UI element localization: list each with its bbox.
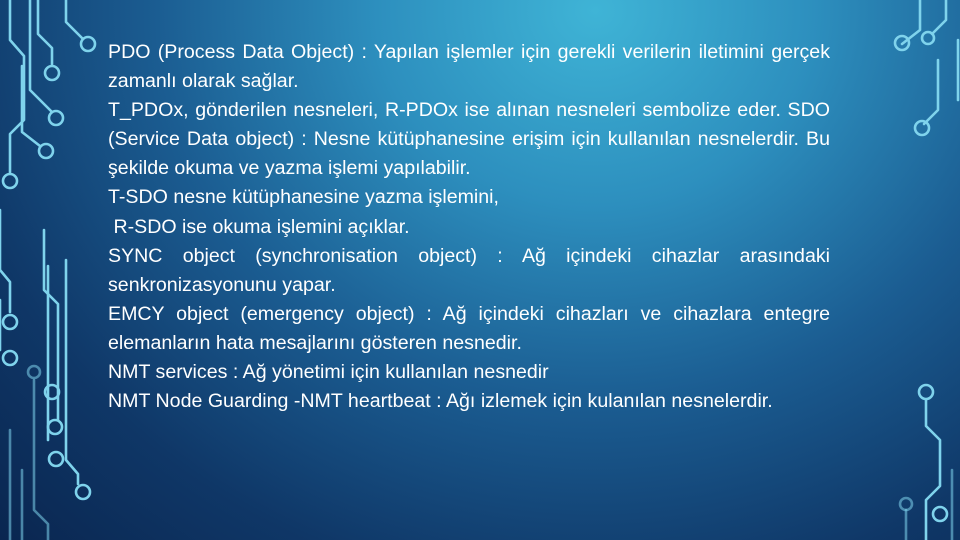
right-circuit-icon — [895, 0, 958, 540]
paragraph-nmt-services: NMT services : Ağ yönetimi için kullanılan nesnedir — [108, 361, 549, 384]
paragraph-nmt-guarding: NMT Node Guarding -NMT heartbeat : Ağı izlemek için kulanılan nesnelerdir. — [108, 390, 773, 413]
paragraph-emcy: EMCY object (emergency object) : Ağ içindeki cihazları ve cihazlara entegre elemanların hata mesajlarını gösteren nesnedir. — [108, 302, 830, 354]
paragraph-pdox-sdo: T_PDOx, gönderilen nesneleri, R-PDOx ise alınan nesneleri sembolize eder. SDO (Service Data object) : Nesne kütüphanesine erişim için kullanılan nesnelerdir. Bu şekilde okuma ve yazma işlemi yapılabilir. — [108, 99, 830, 180]
paragraph-r-sdo: R-SDO ise okuma işlemini açıklar. — [108, 215, 410, 238]
paragraph-sync: SYNC object (synchronisation object) : Ağ içindeki cihazlar arasındaki senkronizasyonunu yapar. — [108, 244, 830, 296]
slide-body-text — [108, 38, 830, 416]
paragraph-t-sdo: T-SDO nesne kütüphanesine yazma işlemini, — [108, 186, 499, 209]
paragraph-pdo: PDO (Process Data Object) : Yapılan işlemler için gerekli verilerin iletimini gerçek zamanlı olarak sağlar. — [108, 41, 830, 93]
left-circuit-icon — [0, 0, 95, 540]
